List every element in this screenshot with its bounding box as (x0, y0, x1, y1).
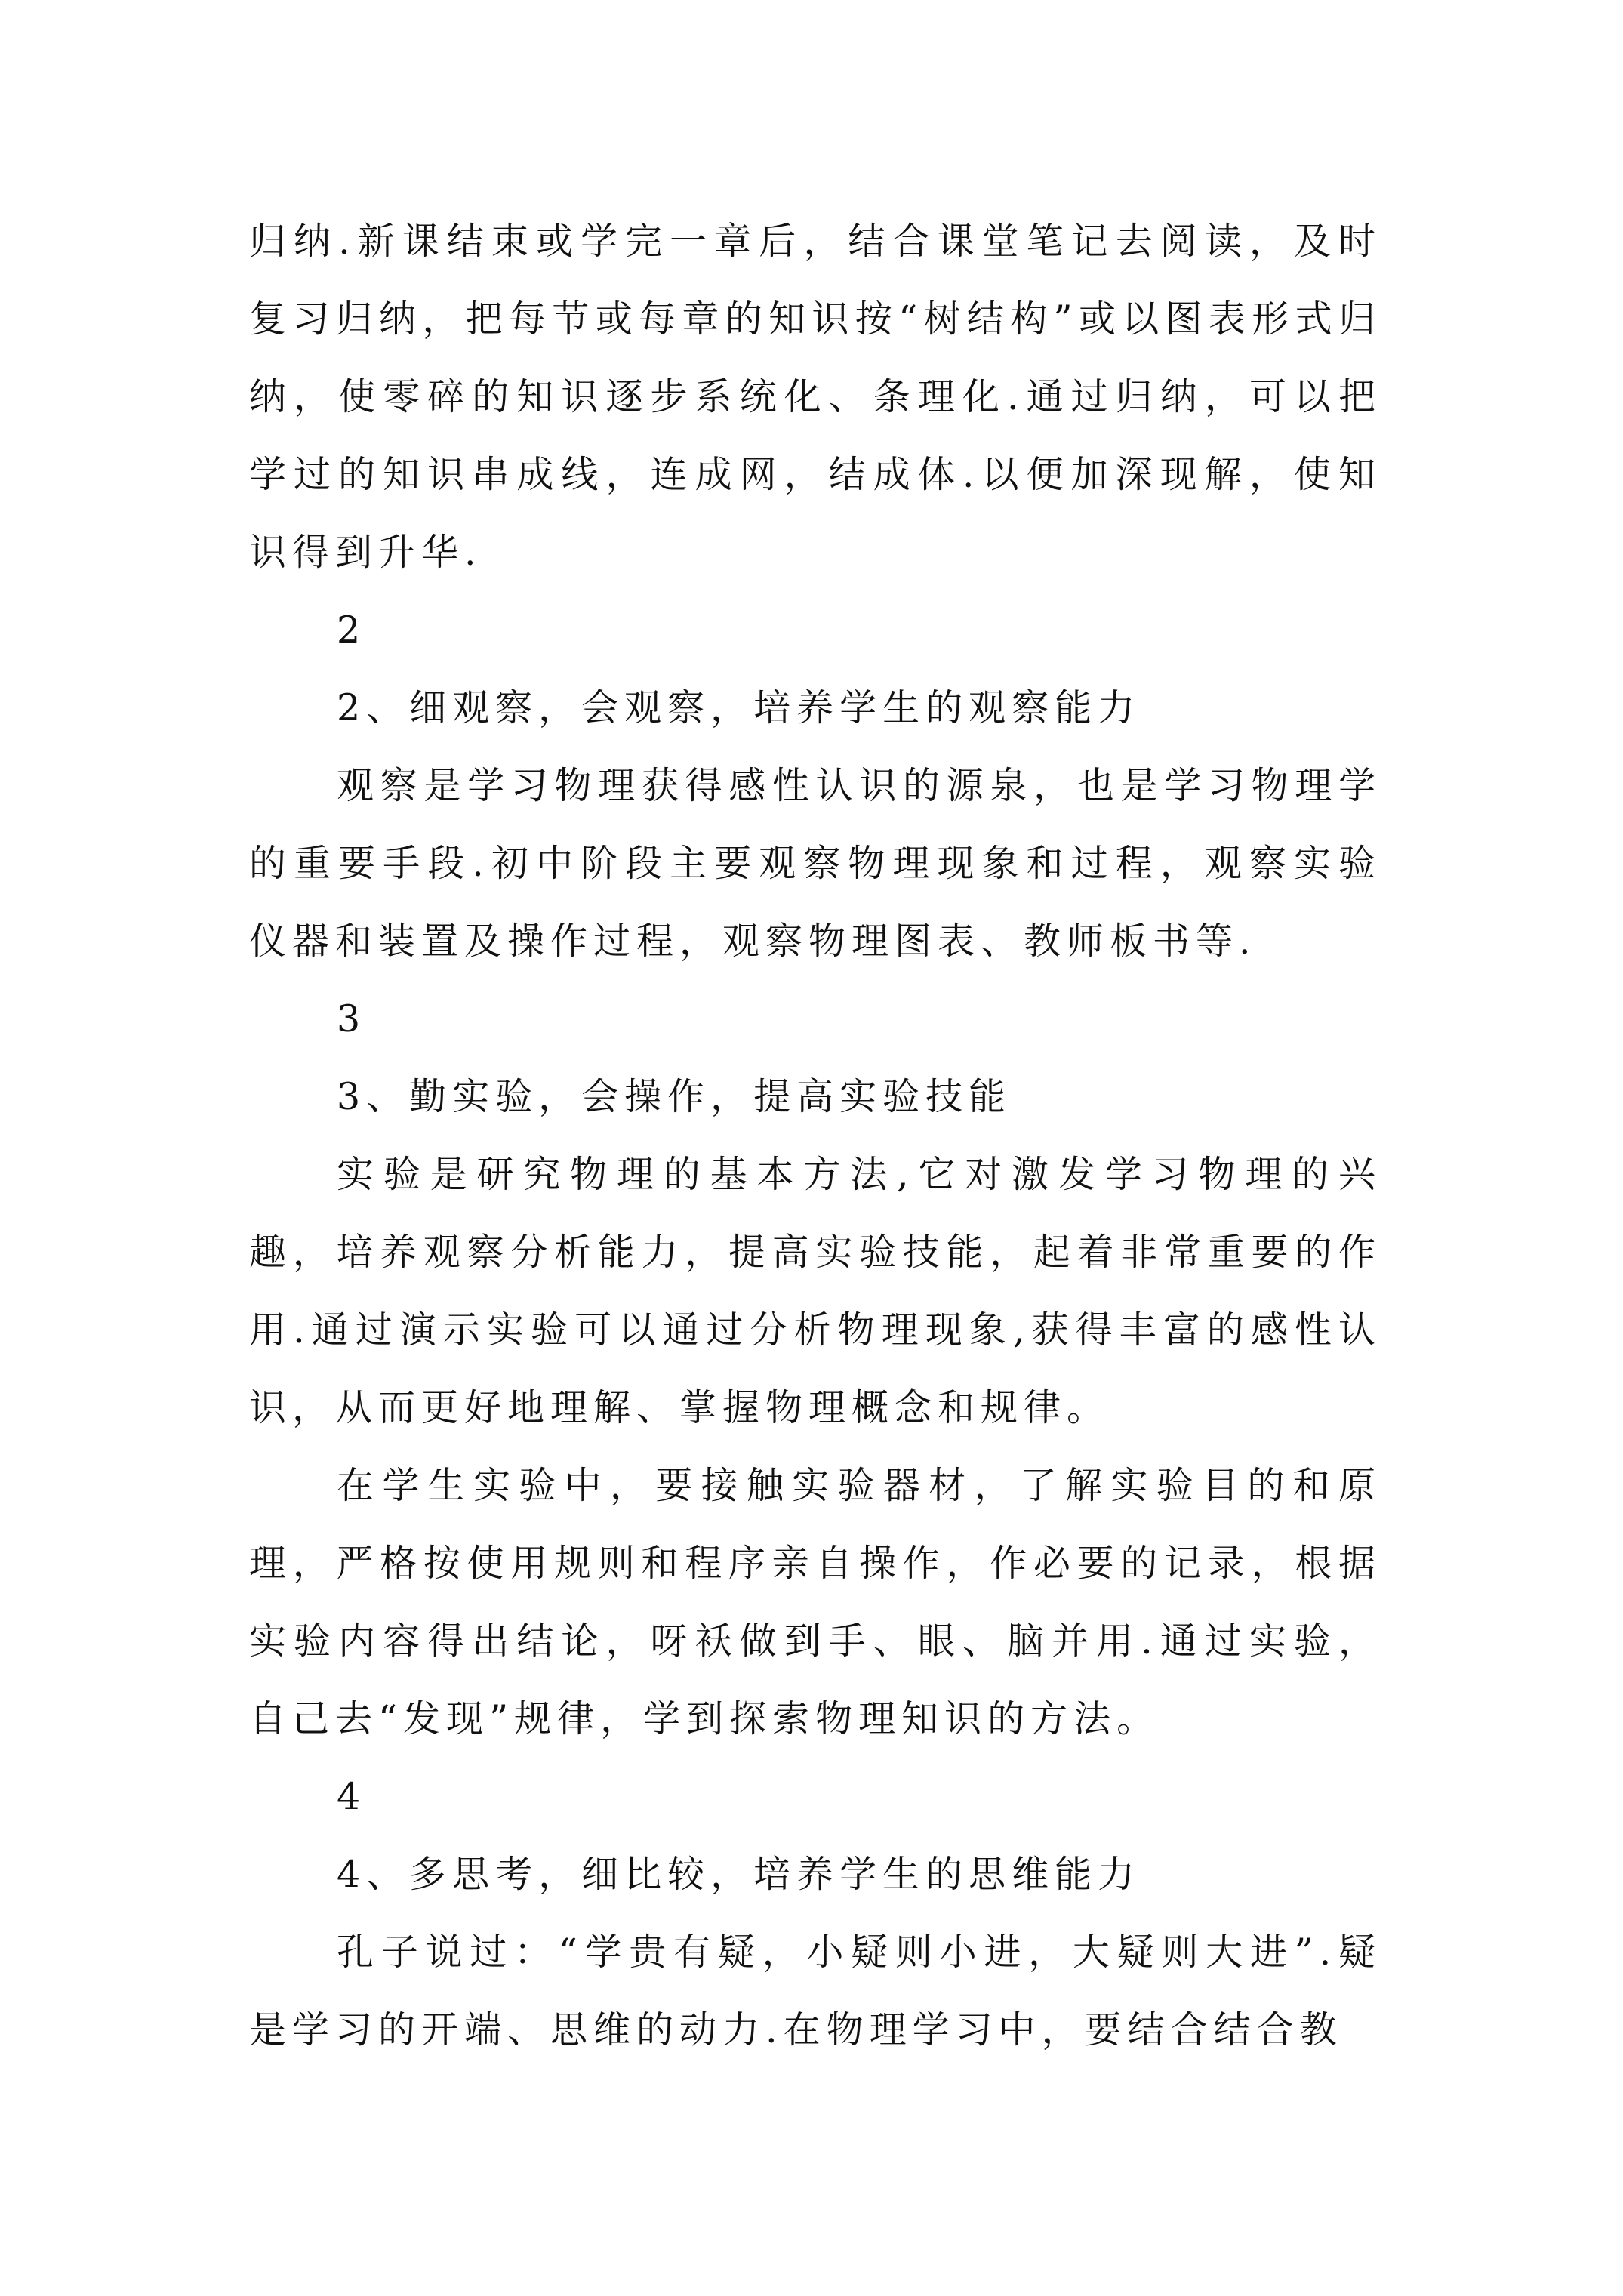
section-number-2: 2 (337, 609, 367, 652)
document-body (249, 202, 1381, 2069)
paragraph-summary-continued: 归纳.新课结束或学完一章后，结合课堂笔记去阅读，及时复习归纳，把每节或每章的知识按“树结构”或以图表形式归纳，使零碎的知识逐步系统化、条理化.通过归纳，可以把学过的知识串成线，连成网，结成体.以便加深现解，使知识得到升华. (249, 220, 1381, 574)
section-number-4: 4 (337, 1775, 367, 1818)
section-heading-thinking: 4、多思考，细比较，培养学生的思维能力 (337, 1853, 1141, 1896)
paragraph-student-experiment: 在学生实验中，要接触实验器材，了解实验目的和原理，严格按使用规则和程序亲自操作，作必要的记录，根据实验内容得出结论，呀袄做到手、眼、脑并用.通过实验，自己去“发现”规律，学到探索物理知识的方法。 (249, 1464, 1381, 1740)
paragraph-experiment-method: 实验是研究物理的基本方法,它对激发学习物理的兴趣，培养观察分析能力，提高实验技能，起着非常重要的作用.通过演示实验可以通过分析物理现象,获得丰富的感性认识，从而更好地理解、掌握物理概念和规律。 (249, 1153, 1381, 1429)
paragraph-observation: 观察是学习物理获得感性认识的源泉，也是学习物理学的重要手段.初中阶段主要观察物理现象和过程，观察实验仪器和装置及操作过程，观察物理图表、教师板书等. (249, 764, 1381, 963)
section-number-3: 3 (337, 997, 367, 1040)
section-heading-observation: 2、细观察，会观察，培养学生的观察能力 (337, 686, 1141, 729)
paragraph-thinking: 孔子说过：“学贵有疑，小疑则小进，大疑则大进”.疑是学习的开端、思维的动力.在物理学习中，要结合结合教 (249, 1931, 1381, 2051)
section-heading-experiment: 3、勤实验，会操作，提高实验技能 (337, 1075, 1012, 1118)
